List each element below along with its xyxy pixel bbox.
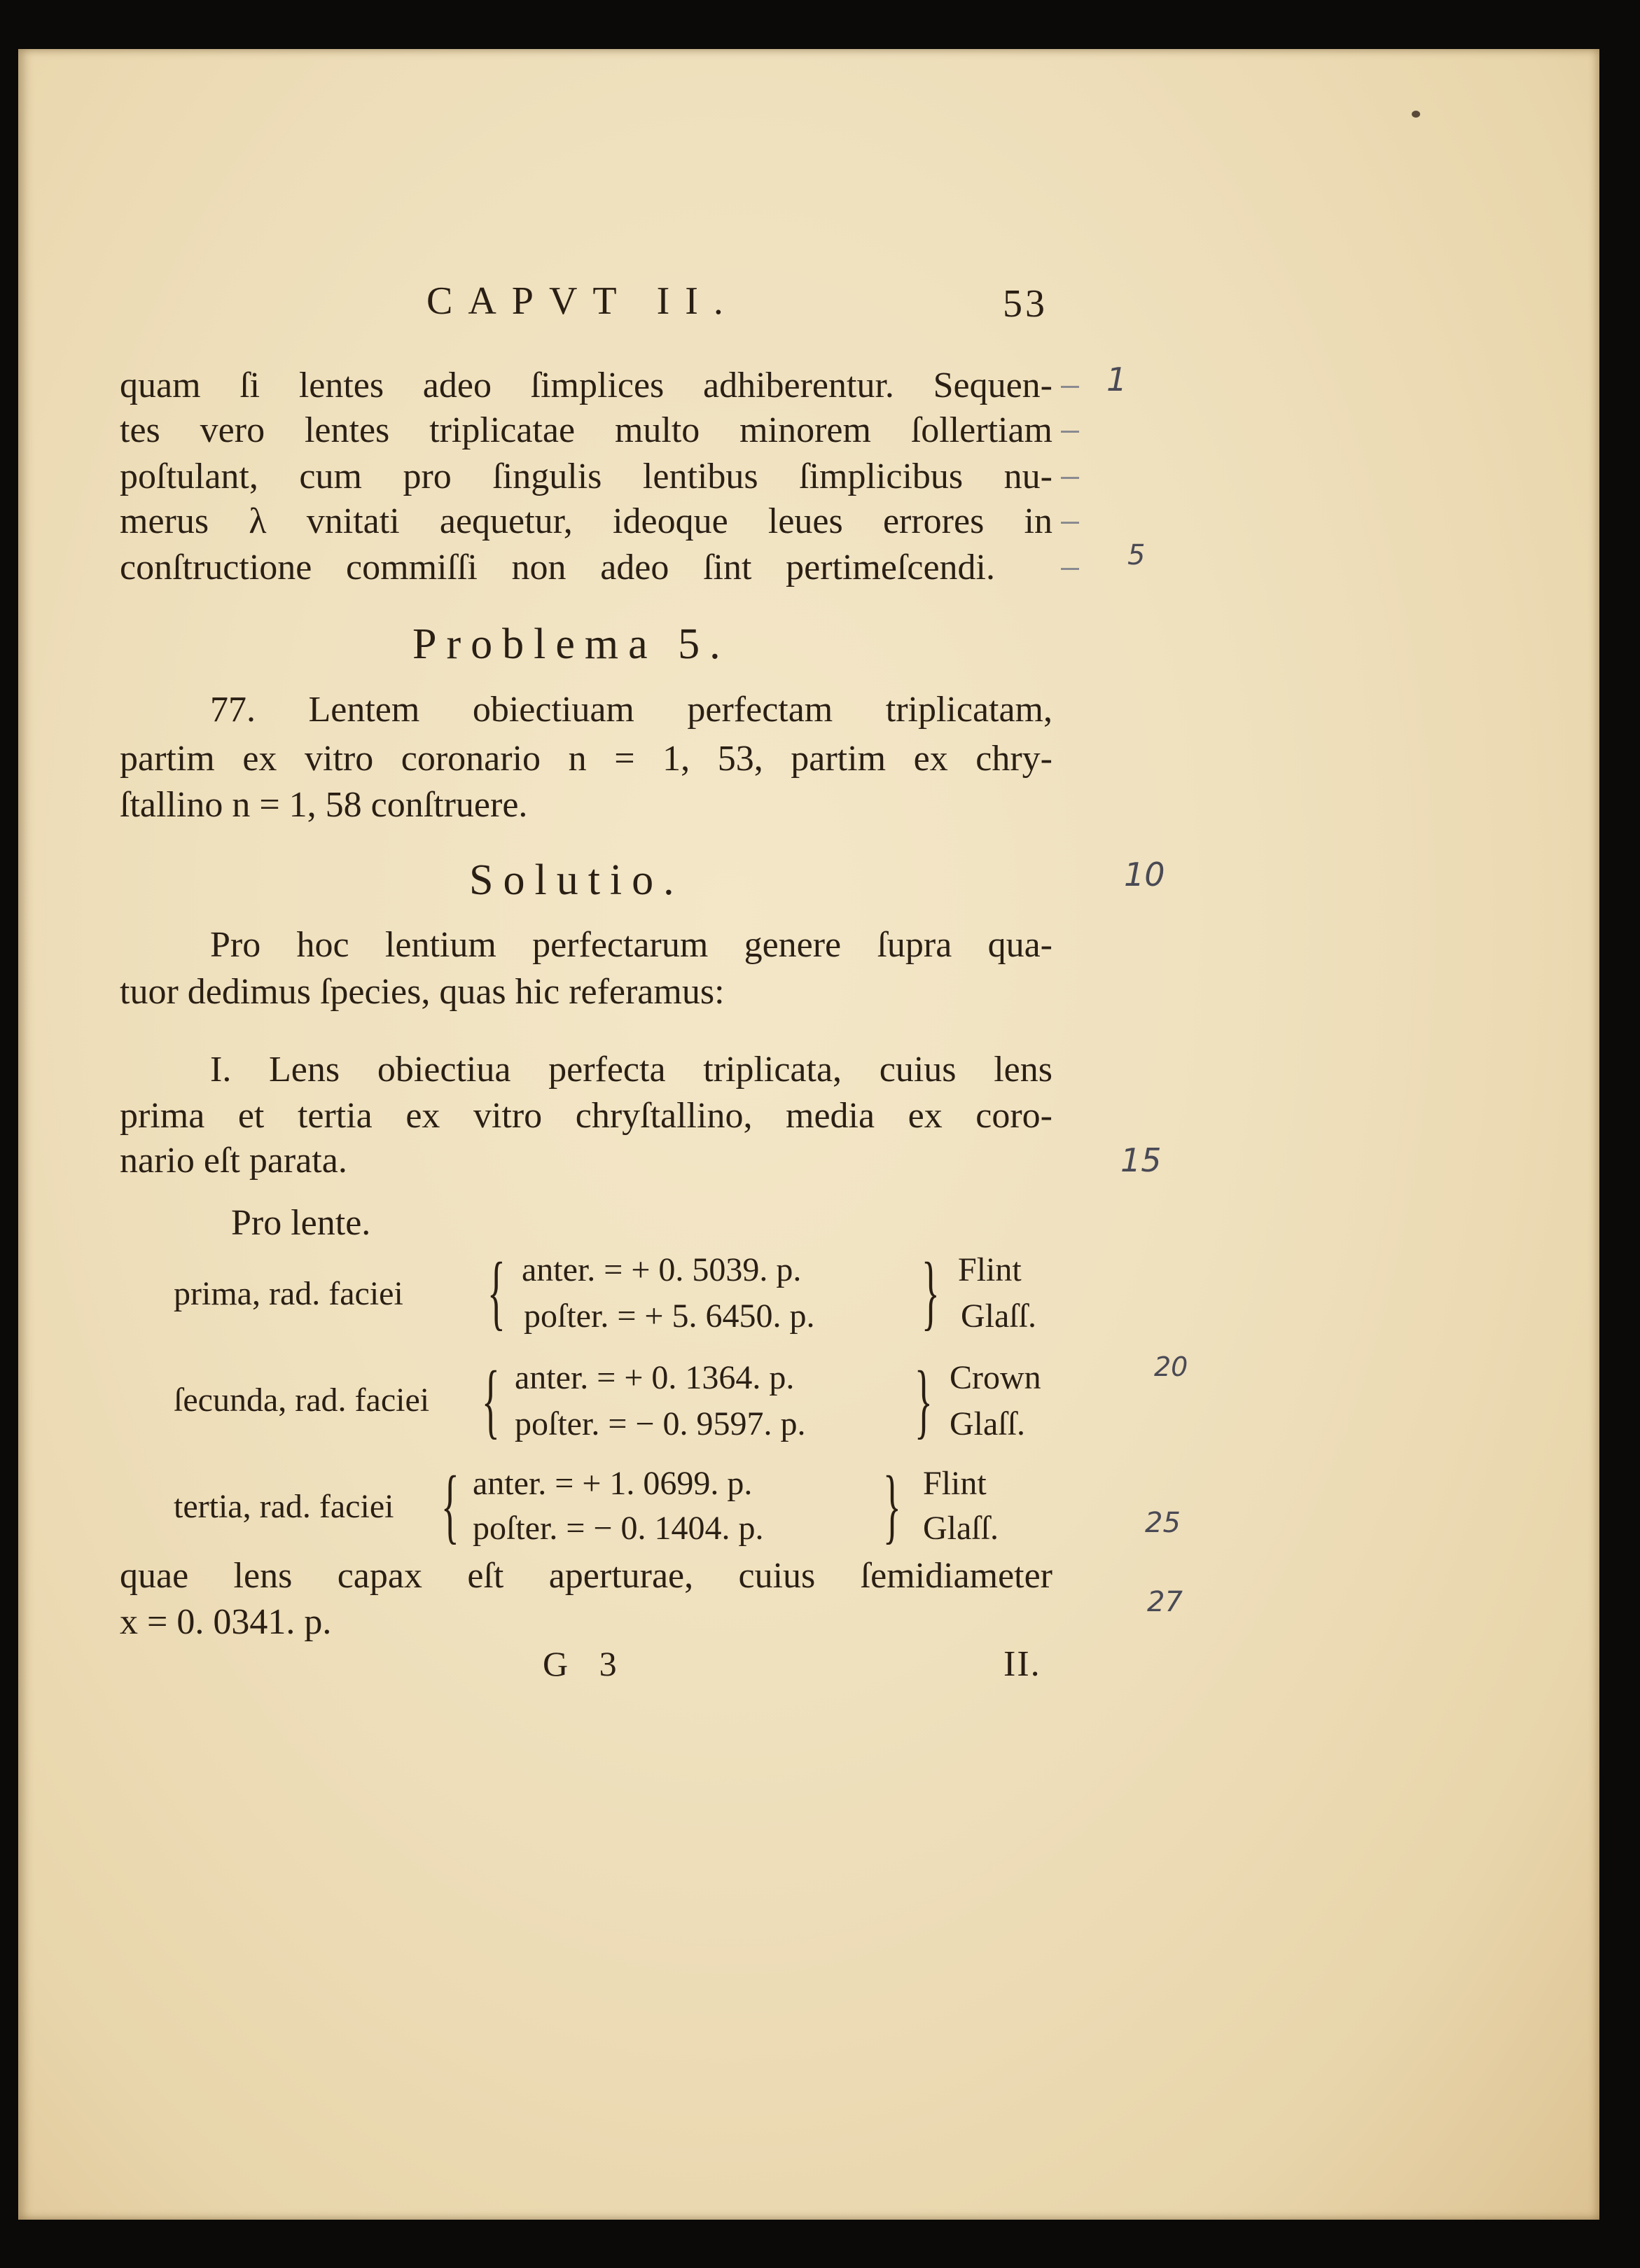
page-number: 53	[1003, 282, 1048, 326]
margin-tick	[1061, 386, 1079, 388]
catchword: II.	[1003, 1644, 1041, 1684]
anter-radius: anter. = + 0. 5039. p.	[522, 1251, 802, 1288]
running-title: CAPVT II.	[426, 279, 739, 323]
margin-tick	[1061, 568, 1079, 570]
text-line: tes vero lentes triplicatae multo minorem ſollertiam	[120, 410, 1052, 450]
poster-radius: poſter. = − 0. 9597. p.	[515, 1405, 806, 1442]
text-line: partim ex vitro coronario n = 1, 53, partim ex chry-	[120, 739, 1052, 779]
problem-title: Problema 5.	[412, 620, 730, 668]
material: Flint	[958, 1251, 1022, 1288]
margin-note: 20	[1154, 1351, 1188, 1382]
anter-radius: anter. = + 0. 1364. p.	[515, 1359, 795, 1396]
text-line: prima et tertia ex vitro chryſtallino, media ex coro-	[120, 1096, 1052, 1136]
text-line: ſtallino n = 1, 58 conſtruere.	[120, 785, 528, 825]
margin-note: 15	[1120, 1141, 1162, 1179]
margin-tick	[1061, 431, 1079, 433]
text-line: merus λ vnitati aequetur, ideoque leues errores in	[120, 501, 1052, 541]
left-brace: {	[481, 1354, 500, 1447]
lens-label: tertia, rad. faciei	[174, 1488, 394, 1525]
material: Crown	[950, 1359, 1041, 1396]
poster-radius: poſter. = − 0. 1404. p.	[473, 1510, 764, 1547]
text-line: Pro hoc lentium perfectarum genere ſupra qua-	[210, 925, 1052, 965]
margin-note: 5	[1127, 539, 1146, 571]
text-line: tuor dedimus ſpecies, quas hic referamus:	[120, 972, 725, 1012]
text-line: quae lens capax eſt aperturae, cuius ſemidiameter	[120, 1556, 1052, 1596]
signature-mark: G 3	[543, 1644, 628, 1683]
pro-lente-label: Pro lente.	[231, 1203, 371, 1243]
margin-tick	[1061, 477, 1079, 479]
lens-label: ſecunda, rad. faciei	[174, 1382, 430, 1419]
right-brace: }	[914, 1354, 933, 1447]
right-brace: }	[882, 1459, 901, 1552]
poster-radius: poſter. = + 5. 6450. p.	[524, 1298, 815, 1335]
left-brace: {	[487, 1245, 506, 1338]
text-line: nario eſt parata.	[120, 1141, 347, 1181]
text-line: conſtructione commiſſi non adeo ſint pertimeſcendi.	[120, 548, 995, 587]
margin-note: 1	[1106, 361, 1127, 398]
margin-note: 25	[1145, 1507, 1181, 1539]
lens-label: prima, rad. faciei	[174, 1275, 403, 1312]
margin-note: 27	[1147, 1586, 1183, 1618]
material: Glaſſ.	[950, 1405, 1025, 1442]
right-brace: }	[921, 1245, 940, 1338]
material: Glaſſ.	[923, 1510, 999, 1547]
margin-note: 10	[1124, 856, 1165, 893]
anter-radius: anter. = + 1. 0699. p.	[473, 1465, 753, 1502]
ink-spot	[1412, 111, 1420, 118]
solution-title: Solutio.	[469, 856, 684, 904]
text-line: I. Lens obiectiua perfecta triplicata, cuius lens	[210, 1050, 1052, 1090]
margin-tick	[1061, 522, 1079, 524]
material: Glaſſ.	[961, 1298, 1036, 1335]
text-line: poſtulant, cum pro ſingulis lentibus ſimplicibus nu-	[120, 457, 1052, 496]
text-line: 77. Lentem obiectiuam perfectam triplicatam,	[210, 690, 1052, 730]
text-line: x = 0. 0341. p.	[120, 1602, 332, 1642]
material: Flint	[923, 1465, 987, 1502]
text-line: quam ſi lentes adeo ſimplices adhiberentur. Sequen-	[120, 366, 1052, 405]
left-brace: {	[440, 1459, 459, 1552]
